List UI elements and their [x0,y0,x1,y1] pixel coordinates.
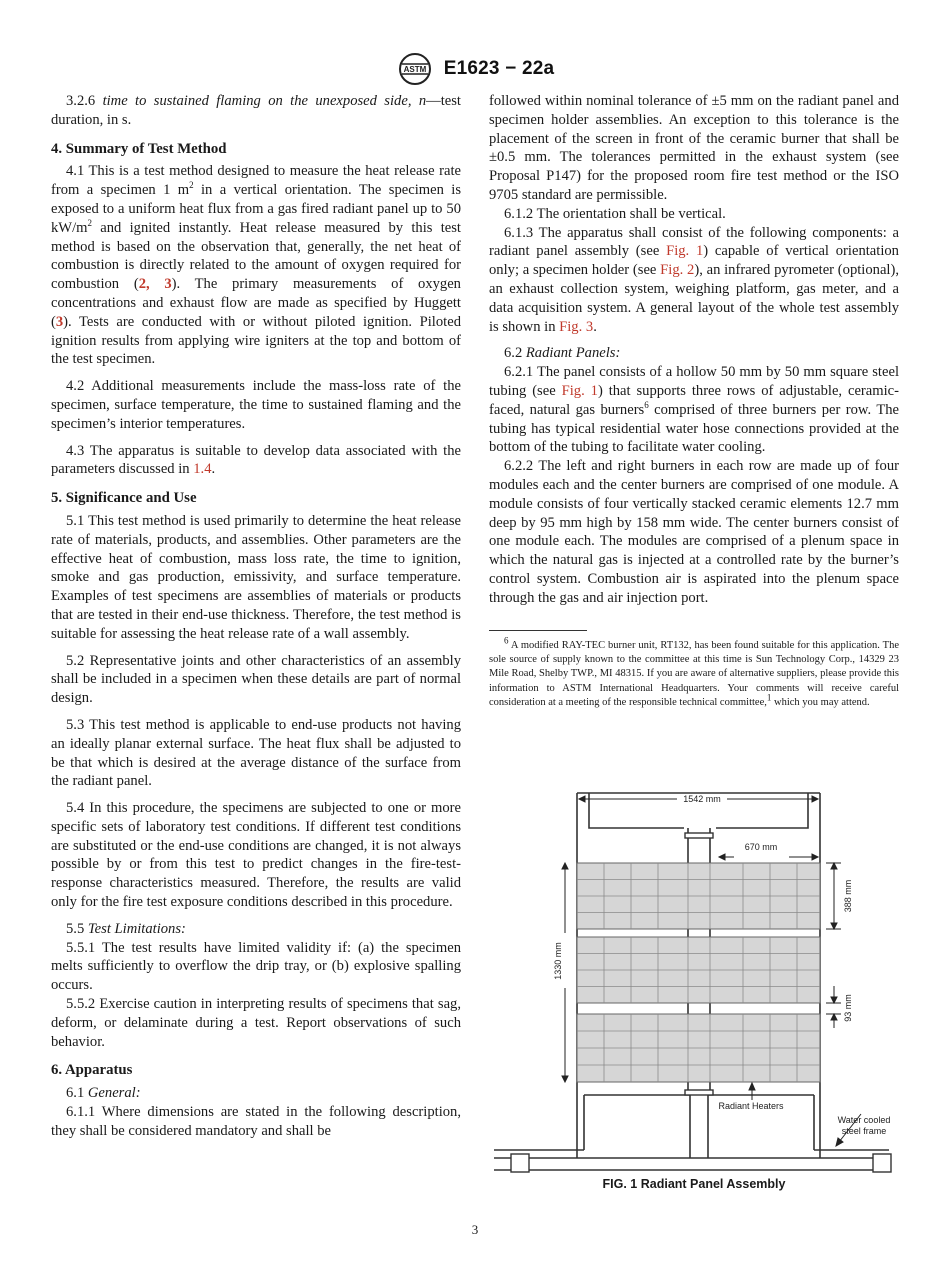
paragraph-4-3: 4.3 The apparatus is suitable to develop data associated with the parameters discussed in 1.4. [51,442,461,478]
paragraph-5-3: 5.3 This test method is applicable to end-use products not having an ideally planar external surface. The heat flux shall be adjusted to be that which is desired at the average distance of the surface from the radiant panel. [51,716,461,790]
figure-link[interactable]: Fig. 3 [559,318,594,335]
heaters-pointer [749,1083,755,1100]
frame-label-line-2: steel frame [841,1126,887,1136]
radiant-panel-figure [489,778,909,1178]
dimension-gap [826,986,841,1028]
radiant-heaters-label: Radiant Heaters [718,1101,784,1111]
section-5-heading: 5. Significance and Use [51,490,197,507]
dimension-center [719,854,818,860]
paragraph-6-2: 6.2 Radiant Panels: [504,345,621,362]
page-number: 3 [471,1222,479,1237]
paragraph-6-2-2: 6.2.2 The left and right burners in each row are made up of four modules each and the center burners are comprised of one module. A module consists of four vertically stacked ceramic elements 12.7 mm deep by 95 mm high by 158 mm wide. The center burners consist of one module each. The modules are comprised of a plenum space in which the natural gas is injected at a controlled rate by the burner’s control system. Combustion air is aspirated into the plenum space through the gas and air injection port. [489,458,899,606]
dim-670-label: 670 mm [744,842,778,852]
reference-link[interactable]: 2, 3 [138,276,172,293]
paragraph-6-1-2: 6.1.2 The orientation shall be vertical. [504,205,726,222]
figure-caption: FIG. 1 Radiant Panel Assembly [602,1177,786,1191]
dim-388-label: 388 mm [843,879,853,913]
figure-link[interactable]: Fig. 2 [660,262,695,279]
svg-text:ASTM: ASTM [403,65,427,74]
dim-1330-label: 1330 mm [553,942,563,980]
figure-link[interactable]: Fig. 1 [666,243,704,260]
paragraph-5-5-1: 5.5.1 The test results have limited validity if: (a) the specimen melts sufficiently to overflow the drip tray, or (b) explosive spalling occurs. [51,939,461,994]
paragraph-5-5: 5.5 Test Limitations: [66,920,186,937]
paragraph-3-2-6: 3.2.6 time to sustained flaming on the unexposed side, n—test duration, in s. [51,93,461,128]
frame-label-line-1: Water cooled [837,1115,891,1125]
paragraph-5-5-2: 5.5.2 Exercise caution in interpreting results of specimens that sag, deform, or delaminate during a test. Report observations of such behavior. [51,996,461,1050]
dimension-row [826,863,841,929]
standard-designation: E1623 − 22a [443,58,555,79]
paragraph-5-4: 5.4 In this procedure, the specimens are subjected to one or more specific sets of laboratory test conditions. If different test conditions are substituted or the end-use conditions are changed, it is not always possible by or from this test to predict changes in the fire-test-response characteristics measured. Therefore, the results are valid only for the fire test exposure conditions described in this procedure. [51,800,461,911]
dim-93-label: 93 mm [843,994,853,1022]
right-column [489,92,899,711]
paragraph-4-2: 4.2 Additional measurements include the mass-loss rate of the specimen, surface temperature, the time to sustained flaming and the specimen’s interior temperatures. [51,378,461,432]
reference-link[interactable]: 3 [55,313,64,330]
paragraph-6-1-3: 6.1.3 The apparatus shall consist of the following components: a radiant panel assembly (see Fig. 1) capable of vertical orientation only; a specimen holder (see Fig. 2), an infrared pyrometer (optional), an exhaust collection system, weighing platform, gas meter, and a data acquisition system. A general layout of the whole test assembly is shown in Fig. 3. [489,224,899,335]
section-4-heading: 4. Summary of Test Method [51,140,227,157]
paragraph-continued: followed within nominal tolerance of ±5 mm on the radiant panel and specimen holder assemblies. An exception to this tolerance is the placement of the screen in front of the ceramic burner that shall be ±0.5 mm. The tolerances permitted in the exhaust system (see Proposal P147) for the proposed room fire test method or the ISO 9705 standard are permissible. [489,93,899,203]
footnote-divider [489,630,587,631]
paragraph-6-1: 6.1 General: [66,1085,141,1102]
paragraph-4-1: 4.1 This is a test method designed to measure the heat release rate from a specimen 1 $m^2$ in a vertical orientation. The specimen is exposed to a uniform heat flux from a gas fired radiant panel up to 50 $kW/m^2$ and ignited instantly. Heat release measured by this test method is based on the observation that, generally, the net heat of combustion is directly related to the amount of oxygen required for combustion (2, 3). The primary measurements of oxygen concentrations and exhaust flow are made as specified by Huggett (3). Tests are conducted with or without piloted ignition. Piloted ignition results from applying wire igniters at the top and bottom of the test specimen. [51,163,461,368]
page-header [0,52,950,86]
footnote-6: $^6$ A modified RAY-TEC burner unit, RT132, has been found suitable for this application. The sole source of supply known to the committee at this time is Sun Technology Corp., 14329 23 Mile Road, Shelby TWP., MI 48315. If you are aware of alternative suppliers, please provide this information to ASTM International Headquarters. Your comments will receive careful consideration at a meeting of the responsible technical committee,$^1$ which you may attend. [489,635,899,709]
figure-link[interactable]: Fig. 1 [561,382,598,399]
paragraph-6-2-1: 6.2.1 The panel consists of a hollow 50 mm by 50 mm square steel tubing (see Fig. 1) that supports three rows of adjustable, ceramic-faced, natural gas burners$^6$ comprised of three burners per row. The tubing has typical residential water hose connections provided at the bottom of the tubing to facilitate water cooling. [489,364,900,456]
dim-1542-label: 1542 mm [683,794,721,804]
astm-logo-icon [396,52,434,86]
paragraph-6-1-1: 6.1.1 Where dimensions are stated in the following description, they shall be considered mandatory and shall be [51,1104,461,1139]
left-column [51,92,461,1141]
section-6-heading: 6. Apparatus [51,1062,133,1079]
section-link[interactable]: 1.4 [193,461,212,478]
paragraph-5-1: 5.1 This test method is used primarily to determine the heat release rate of materials, products, and assemblies. Other parameters are the effective heat of combustion, mass loss rate, the time to ignition, smoke and gas production, emissivity, and surface temperature. Examples of test specimens are assemblies of materials or products that are tested in their end-use thickness. Therefore, the test method is suitable for assessing the heat release rate of a wall assembly. [51,512,461,642]
paragraph-5-2: 5.2 Representative joints and other characteristics of an assembly shall be included in a specimen when these details are part of normal design. [51,652,461,707]
